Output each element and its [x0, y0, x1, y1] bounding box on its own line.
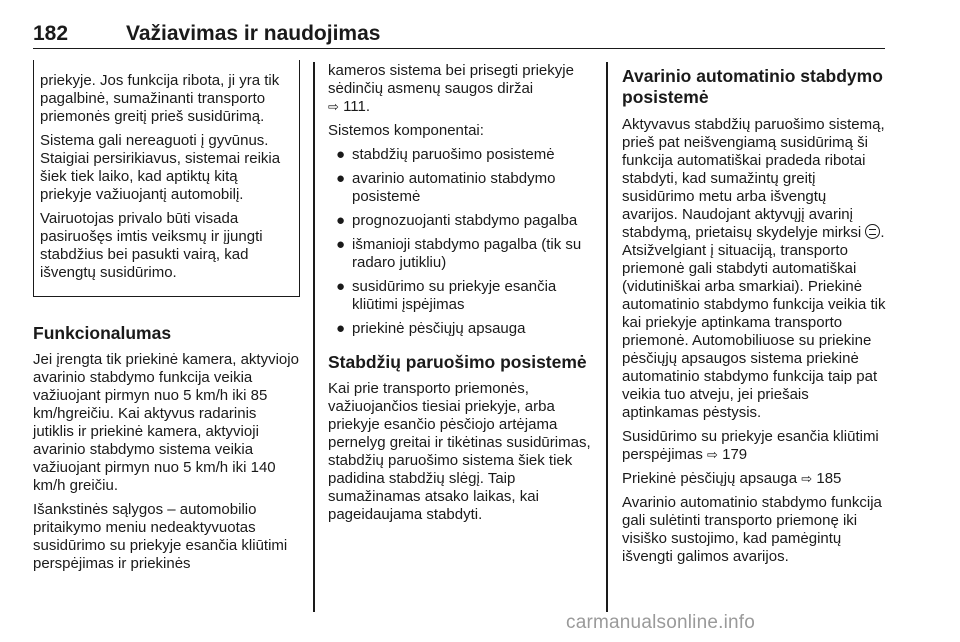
page-title: Važiavimas ir naudojimas: [126, 22, 381, 45]
list-item: ● prognozuojanti stabdymo pagalba: [336, 212, 578, 229]
page-header: [33, 22, 885, 49]
components-label: Sistemos komponentai:: [328, 122, 484, 139]
components-list: [328, 146, 598, 338]
notice-paragraph: Vairuotojas privalo būti visada pasiruošęs imtis veiksmų ir įjungti stabdžius bei pasukti vairą, kad išvengtų susidūrimo.: [40, 210, 263, 281]
page-ref-link[interactable]: 185: [816, 470, 842, 487]
list-item: ● avarinio automatinio stabdymo posistemė: [336, 170, 556, 205]
notice-paragraph: priekyje. Jos funkcija ribota, ji yra tik pagalbinė, sumažinanti transporto priemonės greitį prieš susidūrimą.: [40, 72, 280, 125]
page-ref-arrow-icon: ⇨: [801, 471, 813, 486]
notice-paragraph: Sistema gali nereaguoti į gyvūnus. Staigiai persirikiavus, sistemai reikia šiek tiek laiko, kad aptiktų kitą priekyje važiuojantį automobilį.: [40, 132, 281, 203]
column-divider: [313, 62, 315, 612]
bullet-icon: ●: [336, 320, 346, 337]
intro-text: kameros sistema bei prisegti priekyje sėdinčių asmenų saugos diržai: [328, 62, 574, 97]
notice-box: [33, 60, 300, 297]
page-ref-link[interactable]: 111.: [343, 98, 371, 115]
section-heading: Funkcionalumas: [33, 323, 172, 343]
watermark: carmanualsonline.info: [566, 612, 756, 633]
list-item: ● išmanioji stabdymo pagalba (tik su radaro jutikliu): [336, 236, 582, 271]
page-ref-arrow-icon: ⇨: [328, 99, 339, 114]
left-column: [33, 62, 300, 579]
bullet-icon: ●: [336, 212, 346, 229]
column-divider: [606, 62, 608, 612]
list-item: ● stabdžių paruošimo posistemė: [336, 146, 555, 163]
body-paragraph: Avarinio automatinio stabdymo funkcija gali sulėtinti transporto priemonę iki visiško sustojimo, kad pamėgintų išvengti galimos avarijos.: [622, 494, 882, 565]
body-paragraph: Išankstinės sąlygos – automobilio pritaikymo meniu nedeaktyvuotas susidūrimo su priekyje esančia kliūtimi perspėjimas ir priekinės: [33, 501, 288, 572]
bullet-icon: ●: [336, 146, 346, 163]
page-number: 182: [33, 22, 69, 45]
list-item: ● susidūrimo su priekyje esančia kliūtimi įspėjimas: [336, 278, 557, 313]
body-paragraph: Priekinė pėsčiųjų apsauga ⇨ 185: [622, 470, 842, 487]
bullet-icon: ●: [336, 278, 346, 295]
body-paragraph: Susidūrimo su priekyje esančia kliūtimi perspėjimas ⇨ 179: [622, 428, 879, 463]
page-ref-arrow-icon: ⇨: [707, 447, 718, 462]
page-ref-link[interactable]: 179: [722, 446, 748, 463]
bullet-icon: ●: [336, 236, 346, 253]
middle-column: [328, 62, 598, 530]
emergency-braking-warning-icon: [865, 224, 880, 239]
section-heading: Avarinio automatinio stabdymo posistemė: [622, 66, 883, 107]
body-paragraph: Aktyvavus stabdžių paruošimo sistemą, prieš pat neišvengiamą susidūrimą ši funkcija automatiškai pradeda ribotai stabdyti, kad sumažintų greitį susidūrimo metu arba išvengtų avarijos. Naudojant aktyvųjį avarinį stabdymą, prietaisų skydelyje mirksi . Atsižvelgiant į situaciją, transporto priemonė gali stabdyti automatiškai (vidutiniškai arba smarkiai). Priekinė automatinio stabdymo funkcija veikia tik kai priekyje aptinkama transporto priemonė. Automobiliuose su priekine pėsčiųjų apsaugos sistema priekinė automatinio stabdymo funkcija taip pat veikia tuo atveju, jei priešais aptinkamas pėstysis.: [622, 116, 886, 421]
section-heading: Stabdžių paruošimo posistemė: [328, 352, 587, 372]
list-item: ● priekinė pėsčiųjų apsauga: [336, 320, 526, 337]
body-paragraph: [328, 62, 598, 116]
body-paragraph: Jei įrengta tik priekinė kamera, aktyviojo avarinio stabdymo funkcija veikia važiuojant pirmyn nuo 5 km/h iki 85 km/hgreičiu. Kai aktyvus radarinis jutiklis ir priekinė kamera, aktyvioji avarinio stabdymo sistema veikia važiuojant pirmyn nuo 5 km/h iki 140 km/h greičiu.: [33, 351, 299, 494]
body-paragraph: Kai prie transporto priemonės, važiuojančios tiesiai priekyje, arba priekyje esančio pėsčiojo artėjama pernelyg greitai ir tikėtinas susidūrimas, stabdžių paruošimo sistema šiek tiek padidina stabdžių slėgį. Taip sumažinamas atsako laikas, kai pageidaujama stabdyti.: [328, 380, 591, 523]
right-column: [622, 62, 886, 572]
bullet-icon: ●: [336, 170, 346, 187]
